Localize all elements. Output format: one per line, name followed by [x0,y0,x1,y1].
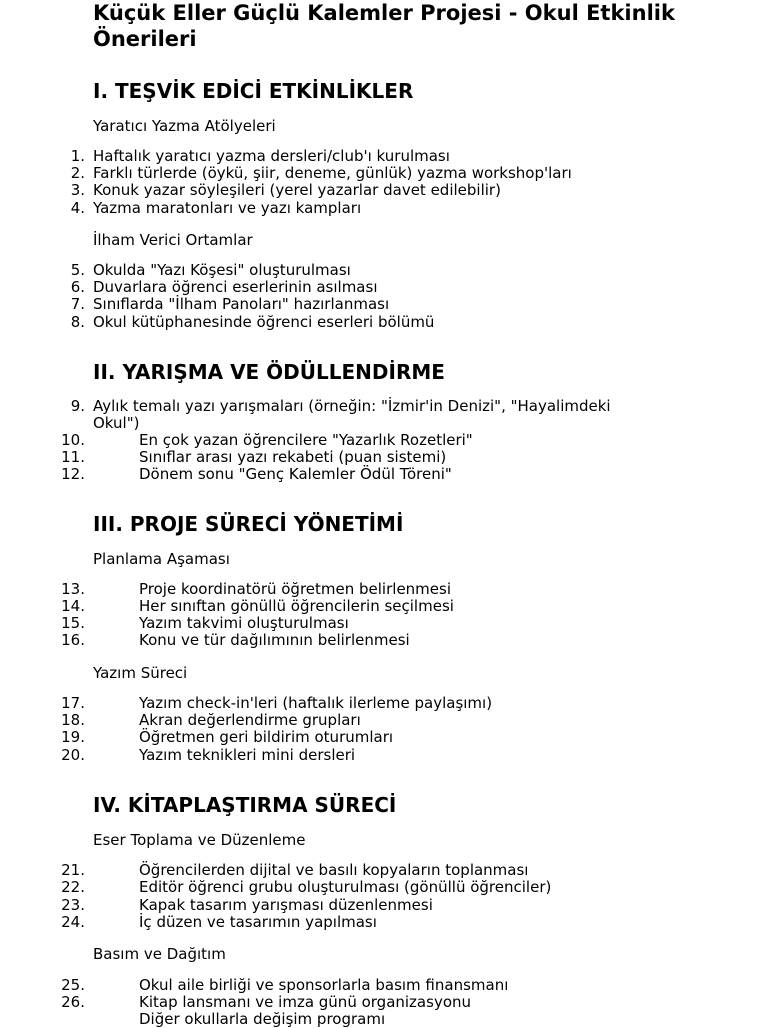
item-text: Proje koordinatörü öğretmen belirlenmesi [139,580,451,598]
section-heading-1: I. TEŞVİK EDİCİ ETKİNLİKLER [93,79,414,103]
item-text: Okulda "Yazı Köşesi" oluşturulması [93,261,351,279]
document-title: Küçük Eller Güçlü Kalemler Projesi - Okul Etkinlik Önerileri [93,1,675,51]
item-number: 24. [61,913,85,931]
item-text: Yazım check-in'leri (haftalık ilerleme paylaşımı) [139,694,493,712]
item-text: Konu ve tür dağılımının belirlenmesi [139,631,410,649]
item-number: 14. [61,597,85,615]
item-text: Yazım teknikleri mini dersleri [139,746,356,764]
item-text: Editör öğrenci grubu oluşturulması (gönüllü öğrenciler) [139,878,552,896]
item-number: 21. [61,861,85,879]
subheading-planning: Planlama Aşaması [93,550,230,568]
item-text: Kitap lansmanı ve imza günü organizasyonu [139,993,472,1011]
item-text: Okul aile birliği ve sponsorlarla basım finansmanı [139,976,509,994]
item-text: Kapak tasarım yarışması düzenlenmesi [139,896,433,914]
item-number: 5. [70,261,85,279]
item-number: 12. [61,465,85,483]
subheading-collection: Eser Toplama ve Düzenleme [93,831,306,849]
item-number: 10. [61,431,85,449]
item-text: Okul kütüphanesinde öğrenci eserleri bölümü [93,313,435,331]
item-text: Diğer okullarla değişim programı [139,1010,386,1028]
item-number: 7. [70,295,85,313]
item-text: Sınıflar arası yazı rekabeti (puan sistemi) [139,448,447,466]
item-text: Her sınıftan gönüllü öğrencilerin seçilmesi [139,597,454,615]
subheading-inspiring-spaces: İlham Verici Ortamlar [93,231,253,249]
item-number: 17. [61,694,85,712]
item-text: Aylık temalı yazı yarışmaları (örneğin: "İzmir'in Denizi", "Hayalimdeki Okul") [93,397,611,433]
item-text: Haftalık yaratıcı yazma dersleri/club'ı kurulması [93,147,450,165]
item-text: Konuk yazar söyleşileri (yerel yazarlar davet edilebilir) [93,181,501,199]
item-text: Farklı türlerde (öykü, şiir, deneme, günlük) yazma workshop'ları [93,164,572,182]
item-text: En çok yazan öğrencilere "Yazarlık Rozetleri" [139,431,473,449]
subheading-creative-writing: Yaratıcı Yazma Atölyeleri [93,117,276,135]
item-text: İç düzen ve tasarımın yapılması [139,913,377,931]
item-number: 16. [61,631,85,649]
section-heading-4: IV. KİTAPLAŞTIRMA SÜRECİ [93,793,397,817]
item-number: 4. [70,199,85,217]
subheading-writing-process: Yazım Süreci [93,664,188,682]
section-heading-2: II. YARIŞMA VE ÖDÜLLENDİRME [93,360,445,384]
item-text: Yazım takvimi oluşturulması [139,614,349,632]
item-number: 23. [61,896,85,914]
section-heading-3: III. PROJE SÜRECİ YÖNETİMİ [93,512,404,536]
item-number: 25. [61,976,85,994]
item-number: 19. [61,728,85,746]
item-text: Öğrencilerden dijital ve basılı kopyaların toplanması [139,861,529,879]
item-text: Yazma maratonları ve yazı kampları [93,199,362,217]
item-number: 18. [61,711,85,729]
item-text: Dönem sonu "Genç Kalemler Ödül Töreni" [139,465,452,483]
item-number: 3. [70,181,85,199]
item-number: 20. [61,746,85,764]
item-number: 1. [70,147,85,165]
item-number: 2. [70,164,85,182]
item-number: 8. [70,313,85,331]
item-number: 11. [61,448,85,466]
item-text: Öğretmen geri bildirim oturumları [139,728,394,746]
item-number: 6. [70,278,85,296]
item-number: 22. [61,878,85,896]
item-number: 15. [61,614,85,632]
item-text: Duvarlara öğrenci eserlerinin asılması [93,278,378,296]
item-text: Sınıflarda "İlham Panoları" hazırlanması [93,295,390,313]
item-number: 9. [70,397,85,415]
item-number: 13. [61,580,85,598]
subheading-printing: Basım ve Dağıtım [93,945,226,963]
item-text: Akran değerlendirme grupları [139,711,361,729]
item-number: 26. [61,993,85,1011]
